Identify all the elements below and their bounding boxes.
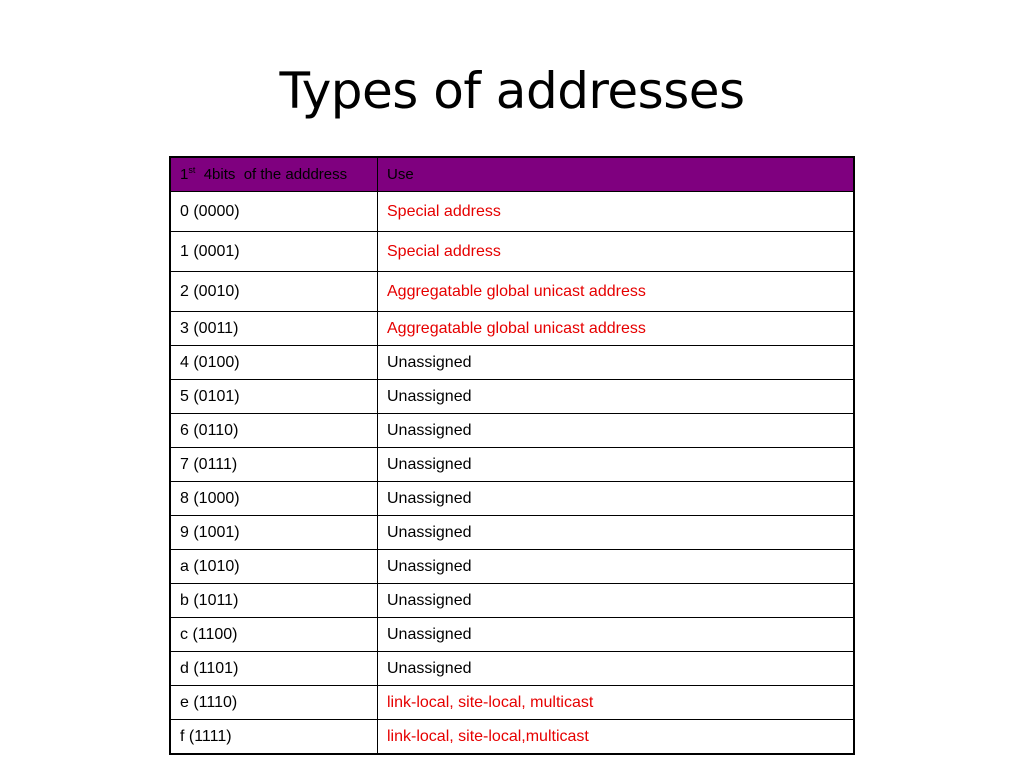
- cell-use: Unassigned: [378, 584, 855, 618]
- table-row: [170, 380, 854, 414]
- table-row: [170, 720, 854, 755]
- cell-bits: 3 (0011): [170, 312, 378, 346]
- cell-use: link-local, site-local,multicast: [378, 720, 855, 755]
- cell-bits: 8 (1000): [170, 482, 378, 516]
- cell-bits: 0 (0000): [170, 192, 378, 232]
- header-first-4-bits: [170, 157, 378, 192]
- cell-use: Unassigned: [378, 482, 855, 516]
- cell-use: Unassigned: [378, 618, 855, 652]
- table-row: [170, 584, 854, 618]
- cell-bits: 7 (0111): [170, 448, 378, 482]
- cell-use: Unassigned: [378, 516, 855, 550]
- cell-use: Unassigned: [378, 414, 855, 448]
- table-row: [170, 652, 854, 686]
- cell-bits: 2 (0010): [170, 272, 378, 312]
- cell-use: Special address: [378, 192, 855, 232]
- cell-use: Special address: [378, 232, 855, 272]
- header-use: Use: [378, 157, 855, 192]
- cell-bits: c (1100): [170, 618, 378, 652]
- table-header-row: [170, 157, 854, 192]
- table-row: [170, 414, 854, 448]
- cell-bits: 4 (0100): [170, 346, 378, 380]
- slide-title: Types of addresses: [279, 62, 745, 120]
- table-row: [170, 550, 854, 584]
- table-row: [170, 482, 854, 516]
- header-col1-superscript: st: [188, 165, 196, 175]
- table-row: [170, 346, 854, 380]
- address-types-table: [169, 156, 855, 755]
- cell-bits: 5 (0101): [170, 380, 378, 414]
- cell-bits: a (1010): [170, 550, 378, 584]
- cell-use: link-local, site-local, multicast: [378, 686, 855, 720]
- table-row: [170, 192, 854, 232]
- table-body: [170, 192, 854, 755]
- table-row: [170, 448, 854, 482]
- cell-bits: b (1011): [170, 584, 378, 618]
- header-col1-prefix: 1: [180, 166, 189, 183]
- table-row: [170, 618, 854, 652]
- cell-bits: 9 (1001): [170, 516, 378, 550]
- cell-bits: f (1111): [170, 720, 378, 755]
- cell-bits: d (1101): [170, 652, 378, 686]
- table-row: [170, 516, 854, 550]
- cell-bits: 1 (0001): [170, 232, 378, 272]
- cell-bits: e (1110): [170, 686, 378, 720]
- cell-use: Aggregatable global unicast address: [378, 272, 855, 312]
- cell-use: Unassigned: [378, 550, 855, 584]
- cell-use: Unassigned: [378, 652, 855, 686]
- cell-use: Unassigned: [378, 346, 855, 380]
- table-row: [170, 232, 854, 272]
- table-row: [170, 686, 854, 720]
- cell-bits: 6 (0110): [170, 414, 378, 448]
- header-col1-suffix: 4bits of the adddress: [195, 166, 348, 183]
- table-row: [170, 272, 854, 312]
- cell-use: Aggregatable global unicast address: [378, 312, 855, 346]
- cell-use: Unassigned: [378, 380, 855, 414]
- table-row: [170, 312, 854, 346]
- cell-use: Unassigned: [378, 448, 855, 482]
